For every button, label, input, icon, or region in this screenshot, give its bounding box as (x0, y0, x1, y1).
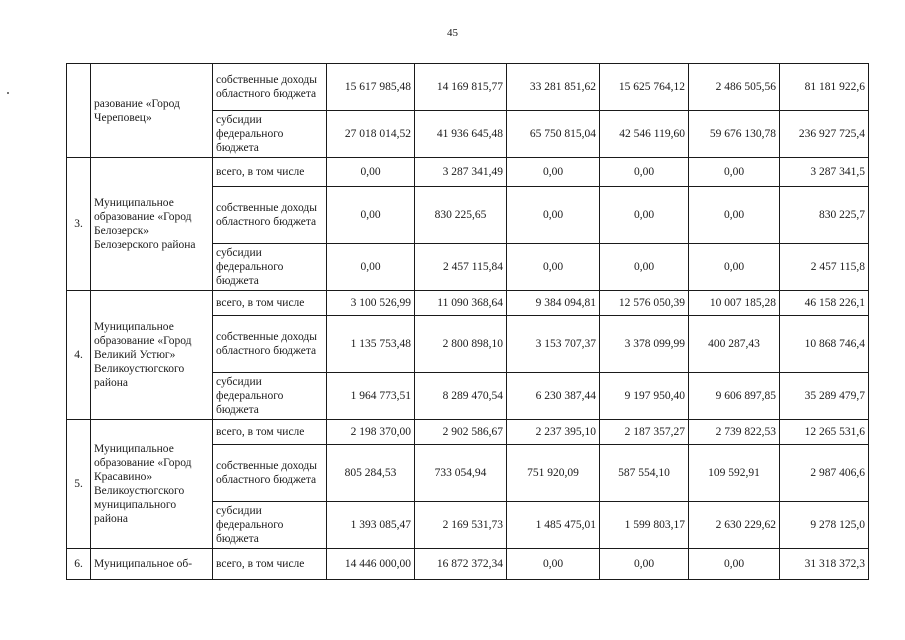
value-cell: 42 546 119,60 (600, 111, 689, 158)
value-cell: 109 592,91 (689, 445, 780, 502)
table-row (67, 64, 869, 111)
table-row (67, 420, 869, 445)
value-cell: 15 617 985,48 (327, 64, 415, 111)
value-cell: 805 284,53 (327, 445, 415, 502)
value-cell: 2 457 115,84 (415, 244, 507, 291)
value-cell: 65 750 815,04 (507, 111, 600, 158)
value-cell: 35 289 479,7 (780, 373, 869, 420)
value-cell: 587 554,10 (600, 445, 689, 502)
value-cell: 27 018 014,52 (327, 111, 415, 158)
municipality-name: Муниципальное образование «Город Красавино» Великоустюгского муниципального района (91, 420, 213, 549)
value-cell: 1 485 475,01 (507, 502, 600, 549)
municipality-name: Муниципальное образование «Город Белозерск» Белозерского района (91, 158, 213, 291)
value-cell: 2 198 370,00 (327, 420, 415, 445)
value-cell: 0,00 (507, 244, 600, 291)
value-cell: 2 187 357,27 (600, 420, 689, 445)
value-cell: 0,00 (689, 187, 780, 244)
value-cell: 10 007 185,28 (689, 291, 780, 316)
value-cell: 0,00 (507, 549, 600, 580)
value-cell: 0,00 (689, 549, 780, 580)
value-cell: 2 169 531,73 (415, 502, 507, 549)
value-cell: 31 318 372,3 (780, 549, 869, 580)
funding-type: собственные доходы областного бюджета (213, 187, 327, 244)
value-cell: 0,00 (600, 549, 689, 580)
funding-type: субсидии федерального бюджета (213, 502, 327, 549)
value-cell: 10 868 746,4 (780, 316, 869, 373)
funding-type: всего, в том числе (213, 158, 327, 187)
value-cell: 0,00 (327, 187, 415, 244)
table-row (67, 158, 869, 187)
value-cell: 1 599 803,17 (600, 502, 689, 549)
value-cell: 12 576 050,39 (600, 291, 689, 316)
value-cell: 16 872 372,34 (415, 549, 507, 580)
value-cell: 14 446 000,00 (327, 549, 415, 580)
value-cell: 751 920,09 (507, 445, 600, 502)
value-cell: 2 457 115,8 (780, 244, 869, 291)
value-cell: 3 287 341,5 (780, 158, 869, 187)
page-number: 45 (447, 27, 458, 39)
budget-table (66, 63, 869, 580)
value-cell: 0,00 (507, 187, 600, 244)
funding-type: собственные доходы областного бюджета (213, 445, 327, 502)
value-cell: 9 278 125,0 (780, 502, 869, 549)
value-cell: 0,00 (600, 158, 689, 187)
value-cell: 3 287 341,49 (415, 158, 507, 187)
value-cell: 1 393 085,47 (327, 502, 415, 549)
value-cell: 2 800 898,10 (415, 316, 507, 373)
value-cell: 2 237 395,10 (507, 420, 600, 445)
row-number: 5. (67, 420, 91, 549)
municipality-name: разование «Город Череповец» (91, 64, 213, 158)
value-cell: 81 181 922,6 (780, 64, 869, 111)
value-cell: 11 090 368,64 (415, 291, 507, 316)
value-cell: 0,00 (327, 158, 415, 187)
scan-speck (7, 92, 9, 94)
value-cell: 9 606 897,85 (689, 373, 780, 420)
value-cell: 733 054,94 (415, 445, 507, 502)
value-cell: 33 281 851,62 (507, 64, 600, 111)
funding-type: всего, в том числе (213, 420, 327, 445)
value-cell: 14 169 815,77 (415, 64, 507, 111)
value-cell: 46 158 226,1 (780, 291, 869, 316)
value-cell: 3 378 099,99 (600, 316, 689, 373)
municipality-name: Муниципальное образование «Город Великий Устюг» Великоустюгского района (91, 291, 213, 420)
table-row (67, 549, 869, 580)
table-row (67, 291, 869, 316)
value-cell: 12 265 531,6 (780, 420, 869, 445)
row-number (67, 64, 91, 158)
value-cell: 0,00 (689, 158, 780, 187)
value-cell: 6 230 387,44 (507, 373, 600, 420)
funding-type: собственные доходы областного бюджета (213, 64, 327, 111)
value-cell: 41 936 645,48 (415, 111, 507, 158)
row-number: 6. (67, 549, 91, 580)
funding-type: всего, в том числе (213, 291, 327, 316)
value-cell: 0,00 (327, 244, 415, 291)
value-cell: 59 676 130,78 (689, 111, 780, 158)
value-cell: 0,00 (507, 158, 600, 187)
value-cell: 9 384 094,81 (507, 291, 600, 316)
row-number: 3. (67, 158, 91, 291)
value-cell: 2 486 505,56 (689, 64, 780, 111)
value-cell: 9 197 950,40 (600, 373, 689, 420)
value-cell: 830 225,65 (415, 187, 507, 244)
value-cell: 1 964 773,51 (327, 373, 415, 420)
value-cell: 3 100 526,99 (327, 291, 415, 316)
funding-type: субсидии федерального бюджета (213, 111, 327, 158)
value-cell: 15 625 764,12 (600, 64, 689, 111)
value-cell: 2 630 229,62 (689, 502, 780, 549)
municipality-name: Муниципальное об- (91, 549, 213, 580)
value-cell: 2 987 406,6 (780, 445, 869, 502)
value-cell: 3 153 707,37 (507, 316, 600, 373)
funding-type: всего, в том числе (213, 549, 327, 580)
funding-type: субсидии федерального бюджета (213, 373, 327, 420)
value-cell: 830 225,7 (780, 187, 869, 244)
value-cell: 236 927 725,4 (780, 111, 869, 158)
funding-type: субсидии федерального бюджета (213, 244, 327, 291)
value-cell: 0,00 (600, 187, 689, 244)
value-cell: 2 739 822,53 (689, 420, 780, 445)
value-cell: 1 135 753,48 (327, 316, 415, 373)
value-cell: 0,00 (600, 244, 689, 291)
value-cell: 8 289 470,54 (415, 373, 507, 420)
row-number: 4. (67, 291, 91, 420)
funding-type: собственные доходы областного бюджета (213, 316, 327, 373)
value-cell: 400 287,43 (689, 316, 780, 373)
value-cell: 0,00 (689, 244, 780, 291)
value-cell: 2 902 586,67 (415, 420, 507, 445)
